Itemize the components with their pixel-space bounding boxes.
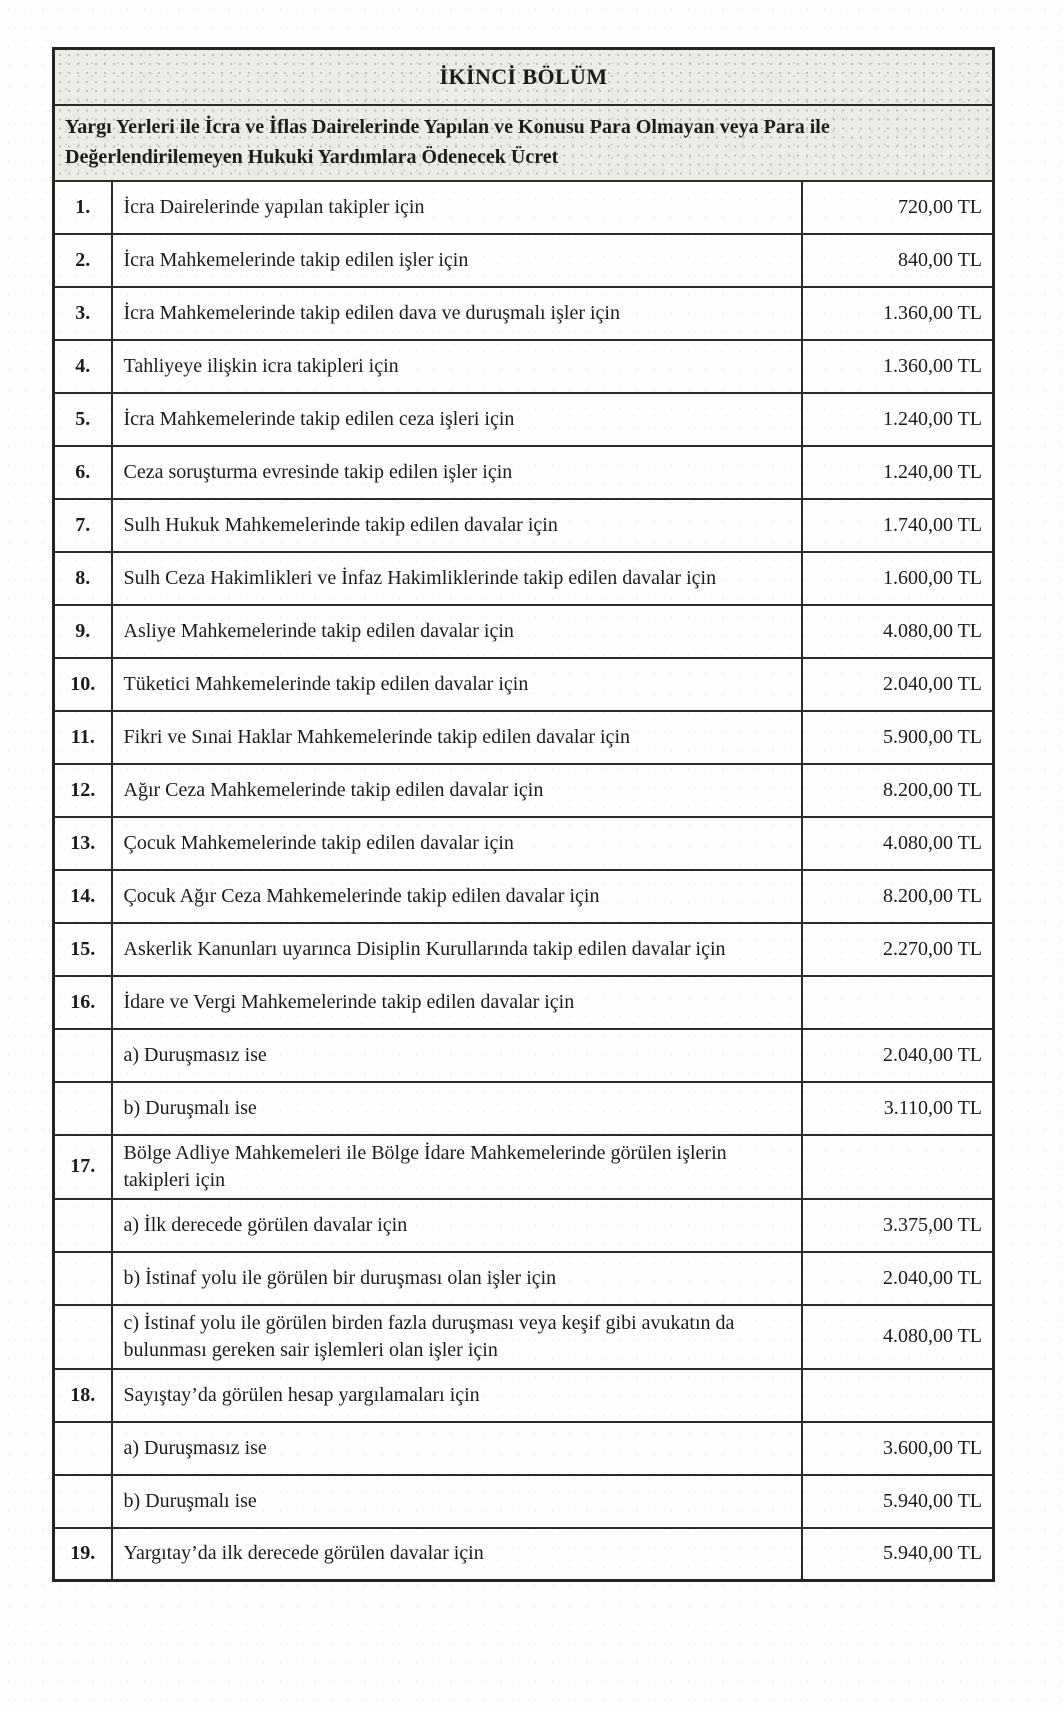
row-description-cell: Sayıştay’da görülen hesap yargılamaları için xyxy=(112,1369,802,1422)
row-description-cell: İcra Dairelerinde yapılan takipler için xyxy=(112,181,802,234)
table-row xyxy=(54,711,994,764)
row-amount-cell xyxy=(802,1369,994,1422)
table-row xyxy=(54,1252,994,1305)
row-number-cell xyxy=(54,1475,112,1528)
row-number-cell: 15. xyxy=(54,923,112,976)
row-description-cell: Sulh Hukuk Mahkemelerinde takip edilen davalar için xyxy=(112,499,802,552)
row-amount-cell: 720,00 TL xyxy=(802,181,994,234)
row-amount-cell: 2.040,00 TL xyxy=(802,658,994,711)
row-amount-cell xyxy=(802,1135,994,1199)
row-number-cell: 16. xyxy=(54,976,112,1029)
fee-table-body xyxy=(54,181,994,1581)
row-number-cell: 13. xyxy=(54,817,112,870)
row-number-cell xyxy=(54,1252,112,1305)
row-number-cell xyxy=(54,1199,112,1252)
row-number-cell: 9. xyxy=(54,605,112,658)
row-number-cell: 14. xyxy=(54,870,112,923)
table-row xyxy=(54,870,994,923)
row-number-cell: 7. xyxy=(54,499,112,552)
row-description-cell: Sulh Ceza Hakimlikleri ve İnfaz Hakimliklerinde takip edilen davalar için xyxy=(112,552,802,605)
row-amount-cell: 1.360,00 TL xyxy=(802,287,994,340)
row-amount-cell: 3.110,00 TL xyxy=(802,1082,994,1135)
row-description-cell: c) İstinaf yolu ile görülen birden fazla duruşması veya keşif gibi avukatın da bulunması gereken sair işlemleri olan işler için xyxy=(112,1305,802,1369)
table-row xyxy=(54,817,994,870)
row-number-cell xyxy=(54,1305,112,1369)
row-description-cell: İcra Mahkemelerinde takip edilen dava ve duruşmalı işler için xyxy=(112,287,802,340)
table-row xyxy=(54,1422,994,1475)
table-row xyxy=(54,552,994,605)
table-row xyxy=(54,923,994,976)
section-title-row xyxy=(54,49,994,105)
table-row xyxy=(54,181,994,234)
row-description-cell: b) Duruşmalı ise xyxy=(112,1475,802,1528)
row-amount-cell: 840,00 TL xyxy=(802,234,994,287)
row-description-cell: Askerlik Kanunları uyarınca Disiplin Kurullarında takip edilen davalar için xyxy=(112,923,802,976)
fee-table xyxy=(52,47,995,1582)
row-number-cell: 11. xyxy=(54,711,112,764)
row-amount-cell: 4.080,00 TL xyxy=(802,817,994,870)
table-row xyxy=(54,658,994,711)
row-description-cell: a) İlk derecede görülen davalar için xyxy=(112,1199,802,1252)
row-description-cell: Asliye Mahkemelerinde takip edilen davalar için xyxy=(112,605,802,658)
row-number-cell: 18. xyxy=(54,1369,112,1422)
row-description-cell: a) Duruşmasız ise xyxy=(112,1422,802,1475)
row-description-cell: b) İstinaf yolu ile görülen bir duruşması olan işler için xyxy=(112,1252,802,1305)
row-number-cell: 6. xyxy=(54,446,112,499)
table-row xyxy=(54,340,994,393)
row-description-cell: Çocuk Mahkemelerinde takip edilen davalar için xyxy=(112,817,802,870)
row-amount-cell: 3.375,00 TL xyxy=(802,1199,994,1252)
row-amount-cell: 4.080,00 TL xyxy=(802,1305,994,1369)
row-number-cell: 10. xyxy=(54,658,112,711)
row-description-cell: İcra Mahkemelerinde takip edilen işler için xyxy=(112,234,802,287)
row-description-cell: Tahliyeye ilişkin icra takipleri için xyxy=(112,340,802,393)
table-row xyxy=(54,764,994,817)
row-amount-cell xyxy=(802,976,994,1029)
row-description-cell: İcra Mahkemelerinde takip edilen ceza işleri için xyxy=(112,393,802,446)
row-number-cell: 12. xyxy=(54,764,112,817)
table-row xyxy=(54,605,994,658)
row-amount-cell: 5.900,00 TL xyxy=(802,711,994,764)
table-row xyxy=(54,1135,994,1199)
table-row xyxy=(54,1528,994,1581)
table-subtitle-row xyxy=(54,105,994,181)
row-description-cell: b) Duruşmalı ise xyxy=(112,1082,802,1135)
row-amount-cell: 2.270,00 TL xyxy=(802,923,994,976)
row-amount-cell: 2.040,00 TL xyxy=(802,1252,994,1305)
row-number-cell: 1. xyxy=(54,181,112,234)
row-number-cell: 17. xyxy=(54,1135,112,1199)
row-description-cell: İdare ve Vergi Mahkemelerinde takip edilen davalar için xyxy=(112,976,802,1029)
row-amount-cell: 5.940,00 TL xyxy=(802,1528,994,1581)
row-number-cell xyxy=(54,1082,112,1135)
row-description-cell: Ağır Ceza Mahkemelerinde takip edilen davalar için xyxy=(112,764,802,817)
section-title: İKİNCİ BÖLÜM xyxy=(54,49,994,105)
table-row xyxy=(54,446,994,499)
row-amount-cell: 4.080,00 TL xyxy=(802,605,994,658)
table-row xyxy=(54,1199,994,1252)
row-number-cell: 8. xyxy=(54,552,112,605)
row-description-cell: Ceza soruşturma evresinde takip edilen işler için xyxy=(112,446,802,499)
row-amount-cell: 1.360,00 TL xyxy=(802,340,994,393)
table-row xyxy=(54,1305,994,1369)
row-number-cell: 5. xyxy=(54,393,112,446)
row-number-cell: 4. xyxy=(54,340,112,393)
row-amount-cell: 2.040,00 TL xyxy=(802,1029,994,1082)
row-amount-cell: 1.740,00 TL xyxy=(802,499,994,552)
row-description-cell: Fikri ve Sınai Haklar Mahkemelerinde takip edilen davalar için xyxy=(112,711,802,764)
table-row xyxy=(54,1029,994,1082)
table-row xyxy=(54,234,994,287)
row-amount-cell: 1.600,00 TL xyxy=(802,552,994,605)
table-row xyxy=(54,1082,994,1135)
row-amount-cell: 8.200,00 TL xyxy=(802,870,994,923)
row-number-cell: 3. xyxy=(54,287,112,340)
fee-table-header xyxy=(54,49,994,181)
table-row xyxy=(54,393,994,446)
row-description-cell: Bölge Adliye Mahkemeleri ile Bölge İdare Mahkemelerinde görülen işlerin takipleri için xyxy=(112,1135,802,1199)
row-amount-cell: 8.200,00 TL xyxy=(802,764,994,817)
row-number-cell xyxy=(54,1029,112,1082)
row-number-cell xyxy=(54,1422,112,1475)
row-number-cell: 19. xyxy=(54,1528,112,1581)
table-row xyxy=(54,287,994,340)
row-amount-cell: 5.940,00 TL xyxy=(802,1475,994,1528)
table-row xyxy=(54,1475,994,1528)
row-amount-cell: 1.240,00 TL xyxy=(802,393,994,446)
row-amount-cell: 3.600,00 TL xyxy=(802,1422,994,1475)
row-description-cell: Yargıtay’da ilk derecede görülen davalar için xyxy=(112,1528,802,1581)
row-number-cell: 2. xyxy=(54,234,112,287)
row-description-cell: Tüketici Mahkemelerinde takip edilen davalar için xyxy=(112,658,802,711)
table-subtitle: Yargı Yerleri ile İcra ve İflas Dairelerinde Yapılan ve Konusu Para Olmayan veya Para ile Değerlendirilemeyen Hukuki Yardımlara Ödenecek Ücret xyxy=(54,105,994,181)
table-row xyxy=(54,976,994,1029)
row-description-cell: a) Duruşmasız ise xyxy=(112,1029,802,1082)
table-row xyxy=(54,1369,994,1422)
row-description-cell: Çocuk Ağır Ceza Mahkemelerinde takip edilen davalar için xyxy=(112,870,802,923)
table-row xyxy=(54,499,994,552)
row-amount-cell: 1.240,00 TL xyxy=(802,446,994,499)
